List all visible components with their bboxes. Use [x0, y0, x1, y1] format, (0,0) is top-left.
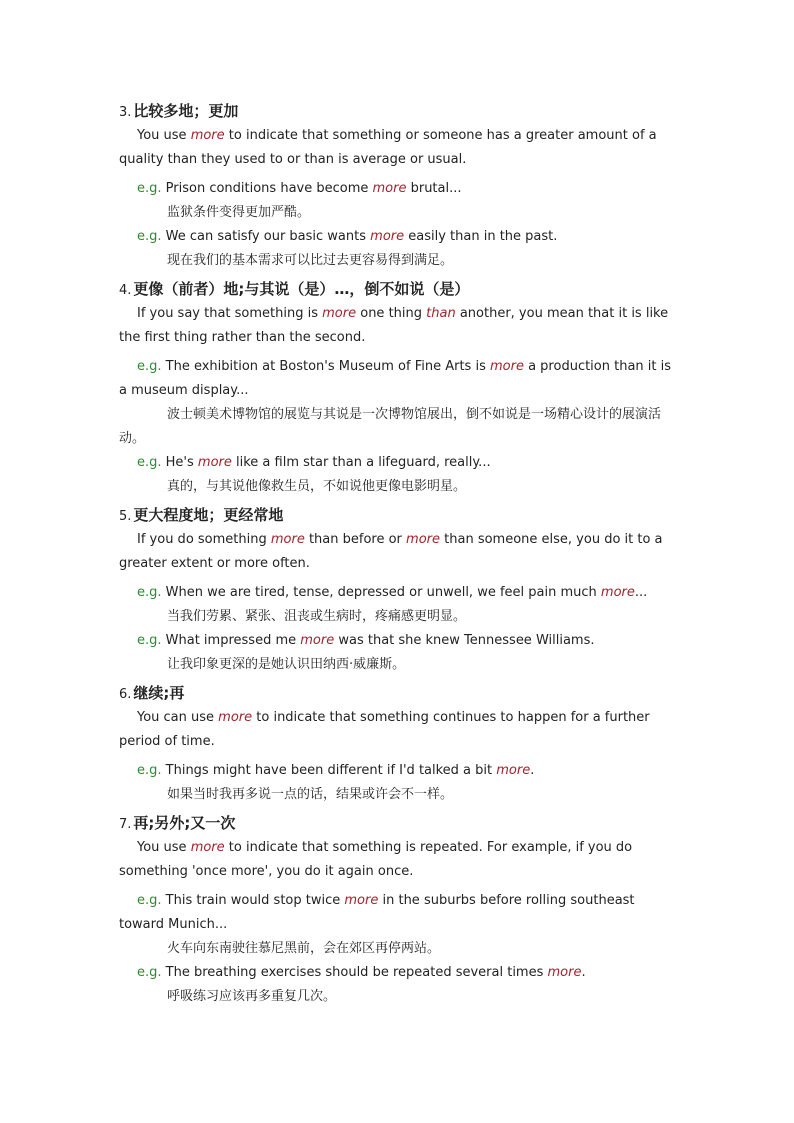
section-title: 比较多地；更加 — [133, 102, 239, 120]
section-heading-7 — [119, 812, 235, 833]
keyword: more — [344, 893, 379, 908]
example-3-1: e.g. Prison conditions have become more brutal... — [137, 181, 462, 196]
translation-6-1: 如果当时我再多说一点的话，结果或许会不一样。 — [167, 787, 454, 802]
translation-3-2: 现在我们的基本需求可以比过去更容易得到满足。 — [167, 253, 454, 268]
definition-6: You can use more to indicate that something continues to happen for a further period of time. — [119, 710, 650, 749]
eg-label: e.g. — [137, 633, 162, 648]
section-number: 7. — [119, 817, 132, 832]
definition-3: You use more to indicate that something or someone has a greater amount of a quality than they used to or than is average or usual. — [119, 128, 657, 167]
example-4-2: e.g. He's more like a film star than a lifeguard, really... — [137, 455, 491, 470]
keyword: more — [600, 585, 635, 600]
eg-label: e.g. — [137, 229, 162, 244]
section-number: 3. — [119, 105, 132, 120]
definition-5: If you do something more than before or more than someone else, you do it to a greater extent or more often. — [119, 532, 663, 571]
translation-7-2: 呼吸练习应该再多重复几次。 — [167, 989, 337, 1004]
keyword: more — [218, 710, 253, 725]
example-7-2: e.g. The breathing exercises should be repeated several times more. — [137, 965, 586, 980]
keyword: more — [322, 306, 357, 321]
section-heading-4 — [119, 278, 469, 299]
keyword: than — [426, 306, 456, 321]
section-number: 5. — [119, 509, 132, 524]
eg-label: e.g. — [137, 455, 162, 470]
eg-label: e.g. — [137, 181, 162, 196]
keyword: more — [197, 455, 232, 470]
section-heading-5 — [119, 504, 283, 525]
section-title: 更像（前者）地;与其说（是）…，倒不如说（是） — [133, 280, 470, 298]
section-number: 4. — [119, 283, 132, 298]
example-3-2: e.g. We can satisfy our basic wants more easily than in the past. — [137, 229, 558, 244]
section-heading-6 — [119, 682, 184, 703]
keyword: more — [547, 965, 582, 980]
example-6-1: e.g. Things might have been different if I'd talked a bit more. — [137, 763, 535, 778]
translation-3-1: 监狱条件变得更加严酷。 — [167, 205, 311, 220]
eg-label: e.g. — [137, 763, 162, 778]
translation-5-2: 让我印象更深的是她认识田纳西·威廉斯。 — [167, 657, 406, 672]
example-4-1: e.g. The exhibition at Boston's Museum of Fine Arts is more a production than it is a museum display... — [119, 359, 672, 398]
keyword: more — [370, 229, 405, 244]
eg-label: e.g. — [137, 965, 162, 980]
example-5-2: e.g. What impressed me more was that she knew Tennessee Williams. — [137, 633, 595, 648]
keyword: more — [406, 532, 441, 547]
keyword: more — [190, 840, 225, 855]
section-title: 再;另外;又一次 — [133, 814, 236, 832]
section-heading-3 — [119, 100, 238, 121]
keyword: more — [270, 532, 305, 547]
eg-label: e.g. — [137, 359, 162, 374]
section-title: 继续;再 — [133, 684, 185, 702]
keyword: more — [496, 763, 531, 778]
translation-7-1: 火车向东南驶往慕尼黑前，会在郊区再停两站。 — [167, 941, 441, 956]
translation-5-1: 当我们劳累、紧张、沮丧或生病时，疼痛感更明显。 — [167, 609, 467, 624]
translation-4-2: 真的，与其说他像救生员，不如说他更像电影明星。 — [167, 479, 467, 494]
example-7-1: e.g. This train would stop twice more in the suburbs before rolling southeast toward Munich... — [119, 893, 635, 932]
eg-label: e.g. — [137, 585, 162, 600]
example-5-1: e.g. When we are tired, tense, depressed or unwell, we feel pain much more... — [137, 585, 648, 600]
keyword: more — [300, 633, 335, 648]
section-number: 6. — [119, 687, 132, 702]
definition-4: If you say that something is more one thing than another, you mean that it is like the first thing rather than the second. — [119, 306, 669, 345]
keyword: more — [372, 181, 407, 196]
keyword: more — [190, 128, 225, 143]
keyword: more — [489, 359, 524, 374]
eg-label: e.g. — [137, 893, 162, 908]
definition-7: You use more to indicate that something is repeated. For example, if you do something 'once more', you do it again once. — [119, 840, 633, 879]
section-title: 更大程度地；更经常地 — [133, 506, 284, 524]
translation-4-1: 波士顿美术博物馆的展览与其说是一次博物馆展出，倒不如说是一场精心设计的展演活动。 — [119, 407, 662, 446]
